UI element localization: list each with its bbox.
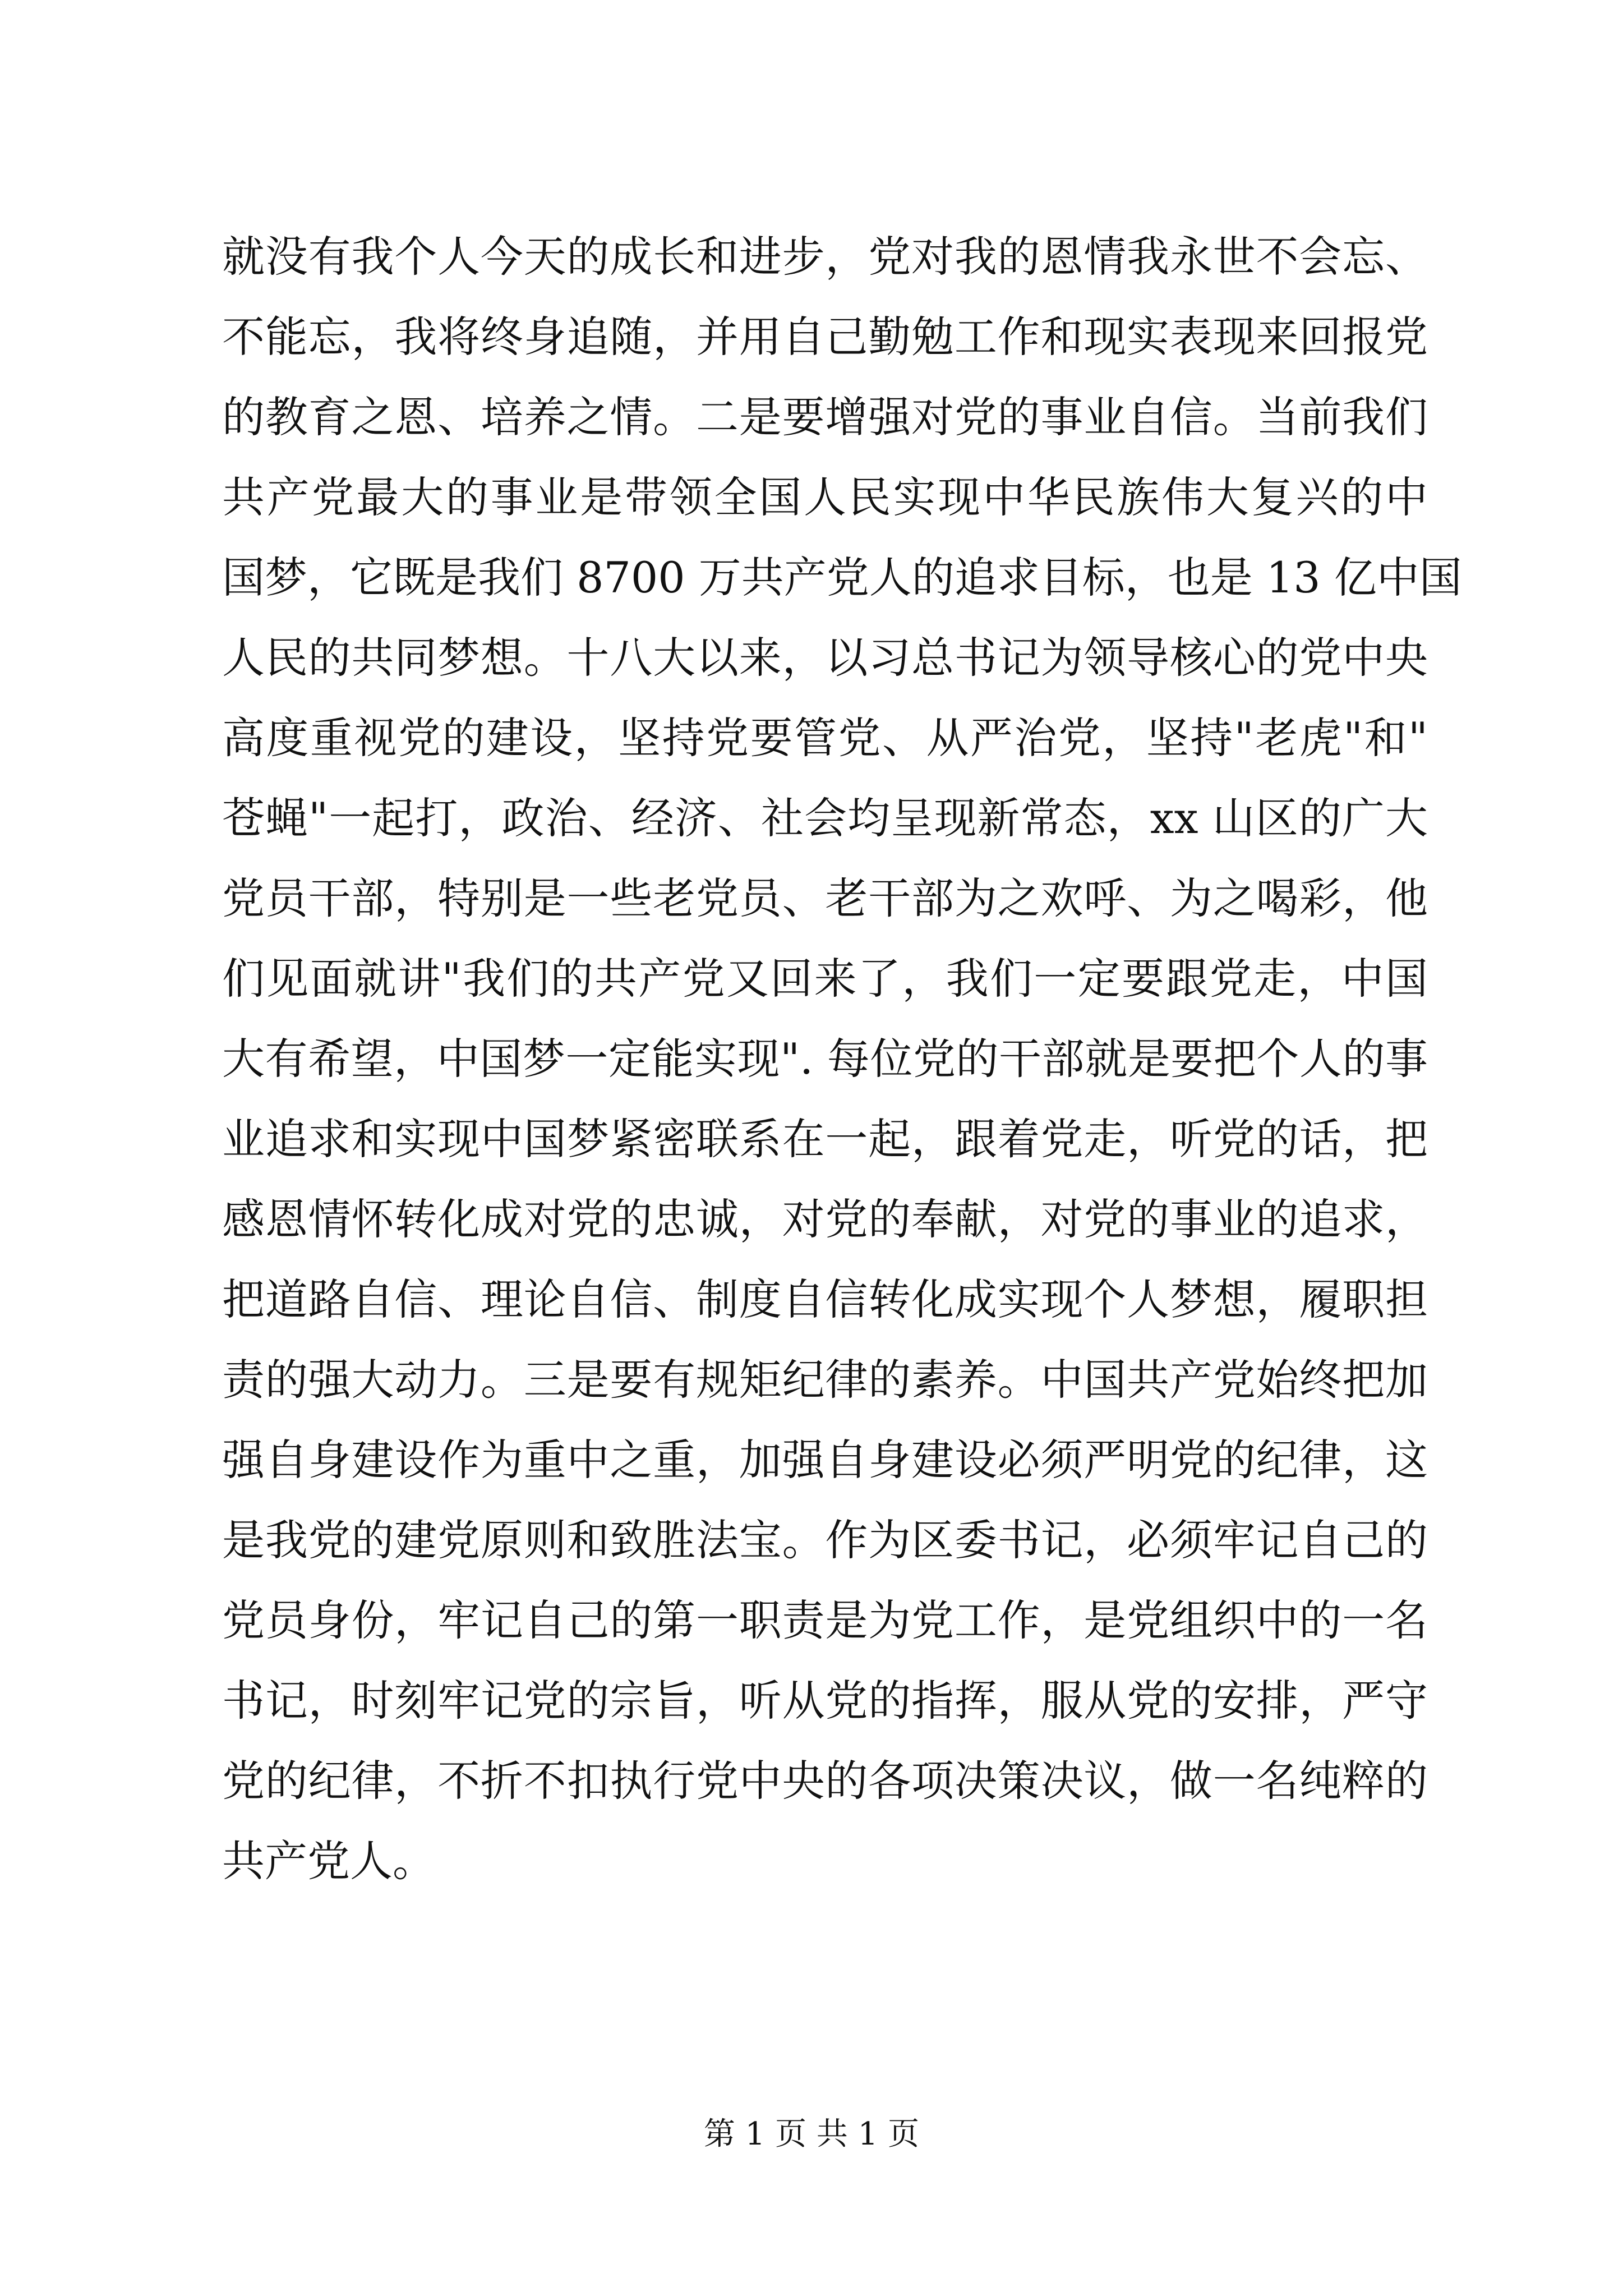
text-line: 就没有我个人今天的成长和进步，党对我的恩情我永世不会忘、 xyxy=(222,232,1428,282)
text-line: 业追求和实现中国梦紧密联系在一起，跟着党走，听党的话，把 xyxy=(222,1114,1428,1164)
text-line: 是我党的建党原则和致胜法宝。作为区委书记，必须牢记自己的 xyxy=(222,1515,1428,1565)
text-line: 人民的共同梦想。十八大以来，以习总书记为领导核心的党中央 xyxy=(222,633,1428,683)
text-line: 党员干部，特别是一些老党员、老干部为之欢呼、为之喝彩，他 xyxy=(222,873,1428,923)
text-line: 党员身份，牢记自己的第一职责是为党工作，是党组织中的一名 xyxy=(222,1595,1428,1645)
text-line: 的教育之恩、培养之情。二是要增强对党的事业自信。当前我们 xyxy=(222,392,1428,442)
text-line: 高度重视党的建设，坚持党要管党、从严治党，坚持"老虎"和" xyxy=(222,713,1428,763)
body-paragraph xyxy=(222,217,1462,1901)
text-line: 共产党最大的事业是带领全国人民实现中华民族伟大复兴的中 xyxy=(222,472,1428,522)
text-line: 感恩情怀转化成对党的忠诚，对党的奉献，对党的事业的追求， xyxy=(222,1194,1428,1244)
text-line: 国梦，它既是我们 8700 万共产党人的追求目标，也是 13 亿中国 xyxy=(222,553,1462,602)
page-footer: 第 1 页 共 1 页 xyxy=(703,2116,920,2152)
text-line: 不能忘，我将终身追随，并用自己勤勉工作和现实表现来回报党 xyxy=(222,312,1428,362)
text-line: 苍蝇"一起打，政治、经济、社会均呈现新常态，xx 山区的广大 xyxy=(222,793,1428,843)
text-line: 责的强大动力。三是要有规矩纪律的素养。中国共产党始终把加 xyxy=(222,1355,1428,1405)
text-line: 共产党人。 xyxy=(222,1836,435,1886)
text-line: 把道路自信、理论自信、制度自信转化成实现个人梦想，履职担 xyxy=(222,1274,1428,1324)
text-line: 强自身建设作为重中之重，加强自身建设必须严明党的纪律，这 xyxy=(222,1435,1428,1485)
text-line: 们见面就讲"我们的共产党又回来了，我们一定要跟党走，中国 xyxy=(222,954,1428,1004)
text-line: 书记，时刻牢记党的宗旨，听从党的指挥，服从党的安排，严守 xyxy=(222,1676,1428,1726)
text-line: 大有希望，中国梦一定能实现". 每位党的干部就是要把个人的事 xyxy=(222,1034,1428,1084)
text-line: 党的纪律，不折不扣执行党中央的各项决策决议，做一名纯粹的 xyxy=(222,1756,1428,1806)
